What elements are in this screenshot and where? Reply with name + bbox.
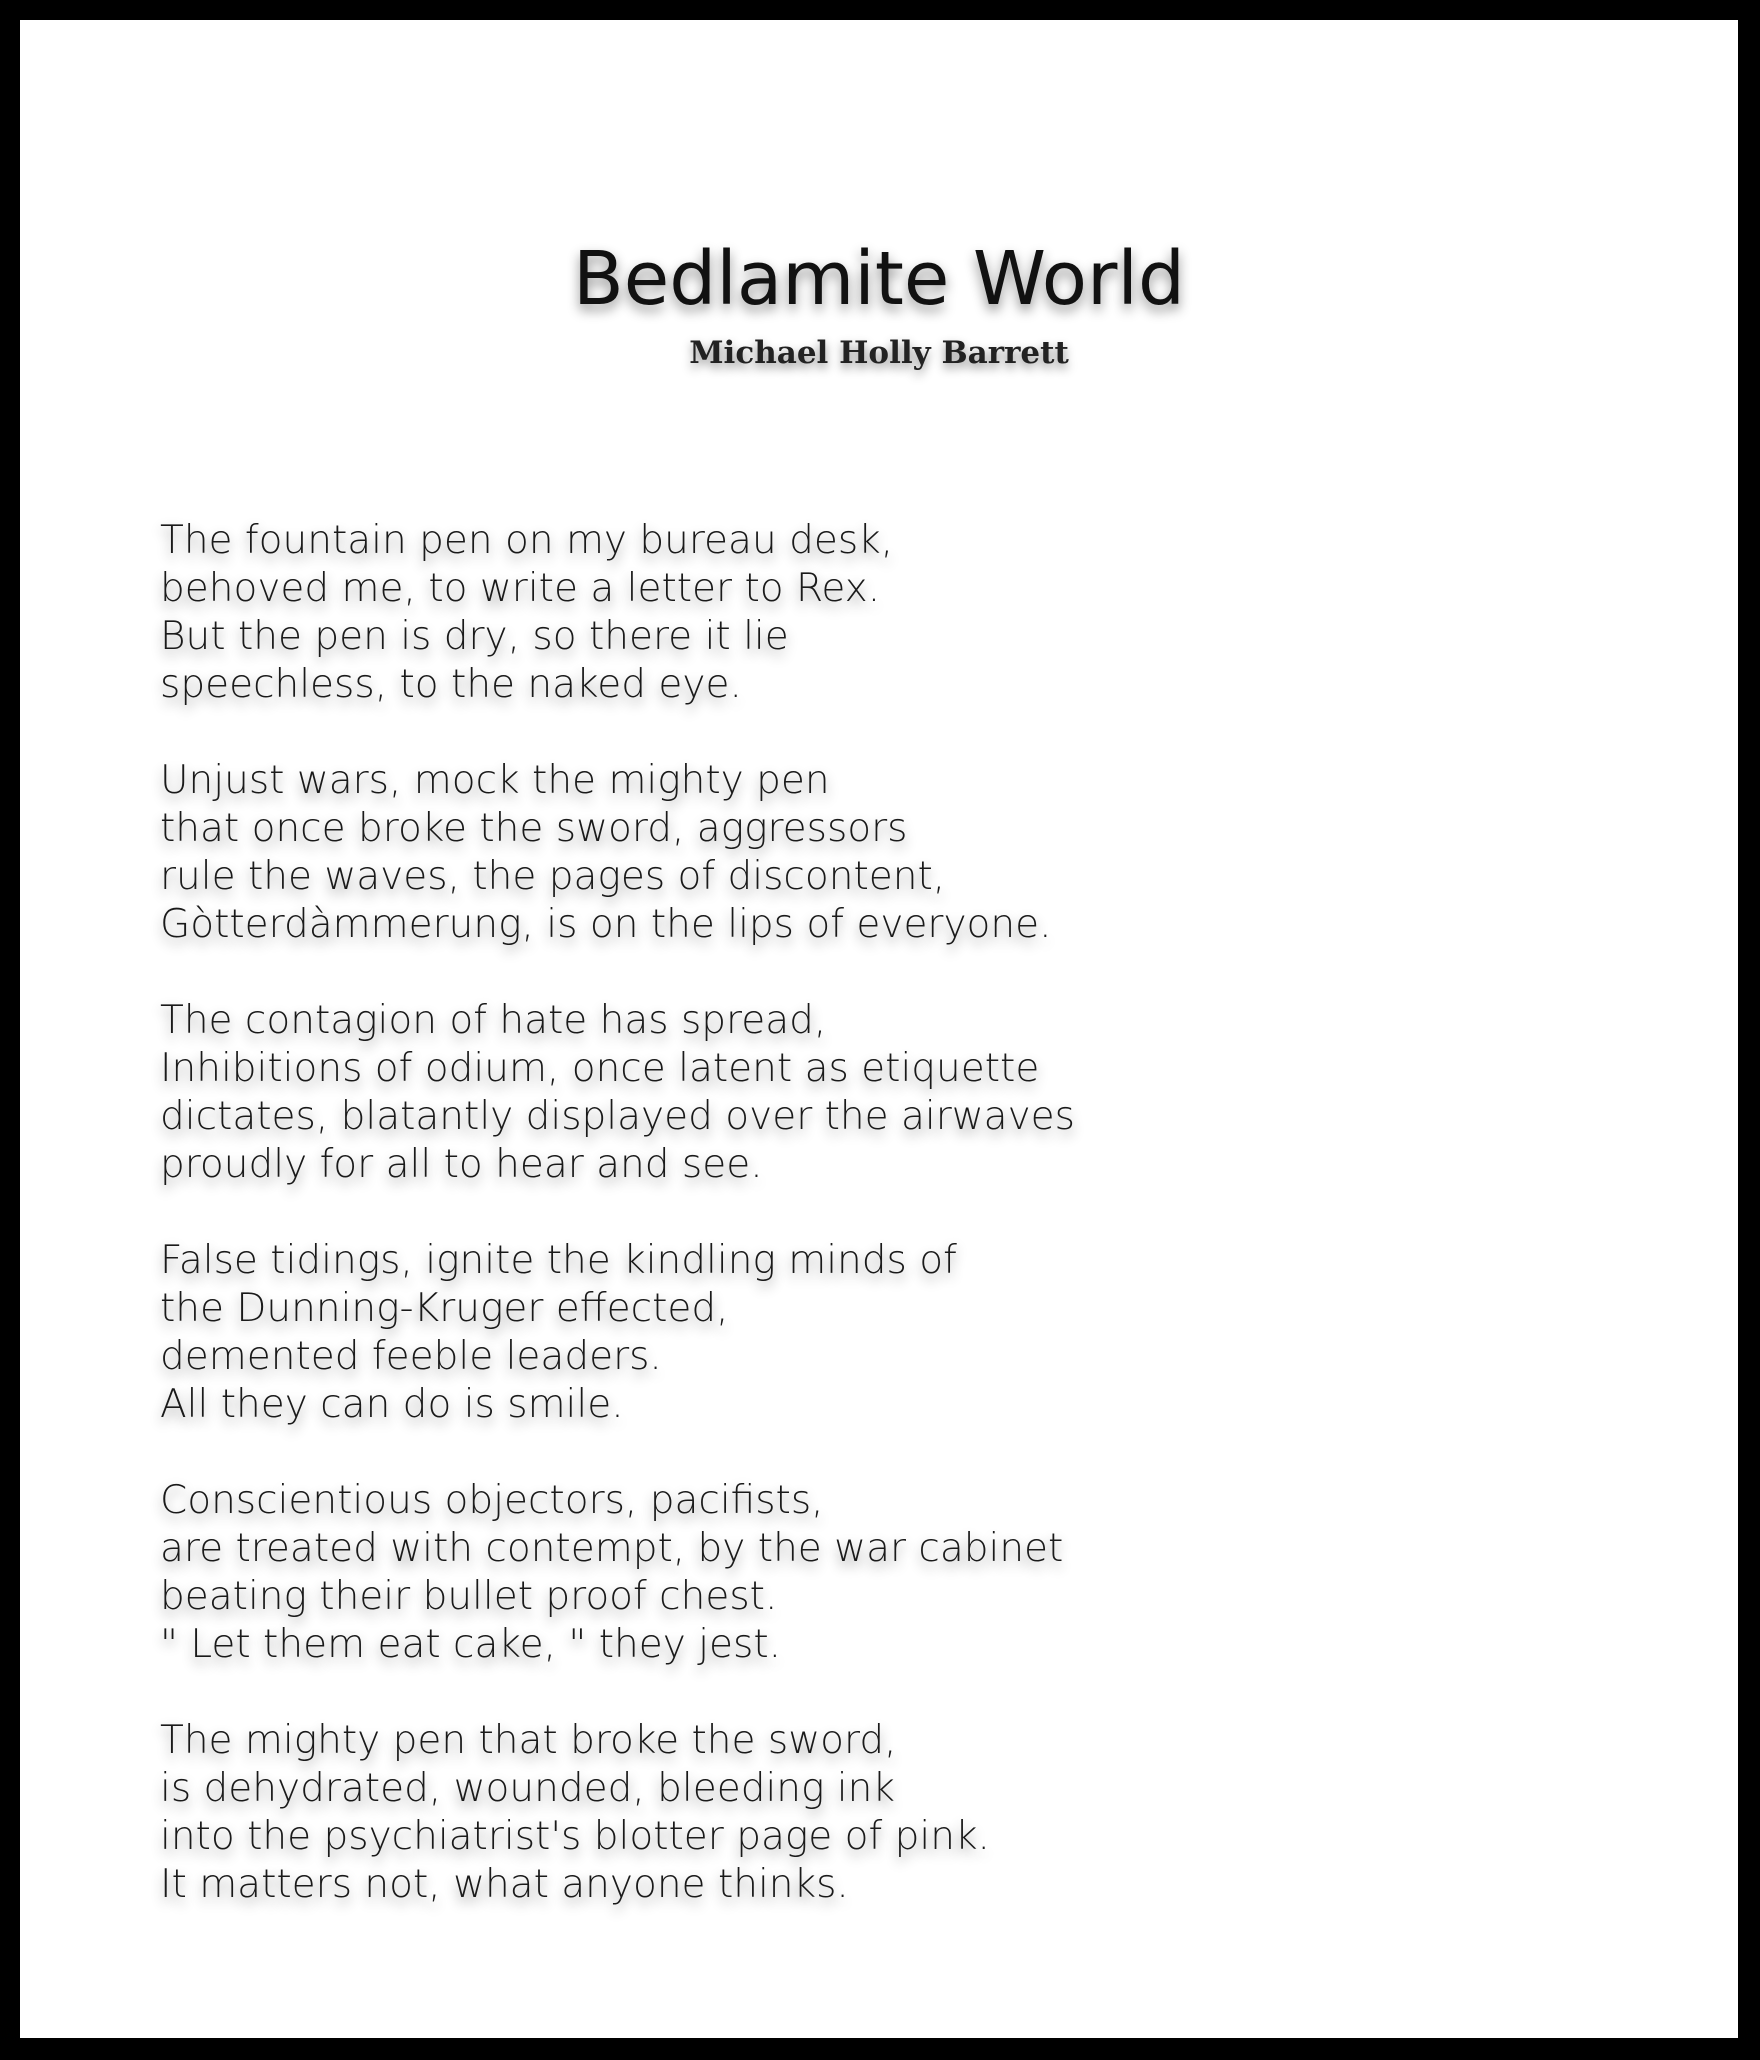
poem-line: It matters not, what anyone thinks.	[160, 1862, 849, 1907]
poem-line: demented feeble leaders.	[160, 1334, 662, 1379]
poem-line: beating their bullet proof chest.	[160, 1574, 778, 1619]
poem-line: All they can do is smile.	[160, 1382, 624, 1427]
poem-line: Inhibitions of odium, once latent as etiquette	[160, 1046, 1040, 1091]
poem-line: speechless, to the naked eye.	[160, 662, 742, 707]
poem-author: Michael Holly Barrett	[689, 335, 1069, 371]
poem-line: Unjust wars, mock the mighty pen	[160, 758, 830, 803]
poem-line: Conscientious objectors, pacifists,	[160, 1478, 824, 1523]
poem-line: is dehydrated, wounded, bleeding ink	[160, 1766, 895, 1811]
stanza	[160, 517, 1640, 709]
poem-line: The contagion of hate has spread,	[160, 998, 827, 1043]
poem-line: into the psychiatrist's blotter page of pink.	[160, 1814, 990, 1859]
poem-line: that once broke the sword, aggressors	[160, 806, 908, 851]
poem-line: dictates, blatantly displayed over the airwaves	[160, 1094, 1075, 1139]
poem-line: Gòtterdàmmerung, is on the lips of everyone.	[160, 902, 1052, 947]
stanza	[160, 1717, 1640, 1909]
poem-title: Bedlamite World	[573, 236, 1185, 322]
poem-line: proudly for all to hear and see.	[160, 1142, 763, 1187]
stanza	[160, 757, 1640, 949]
poem-line: rule the waves, the pages of discontent,	[160, 854, 946, 899]
poem-line: The fountain pen on my bureau desk,	[160, 518, 894, 563]
stanza	[160, 1237, 1640, 1429]
poem-line: " Let them eat cake, " they jest.	[160, 1622, 782, 1667]
poem-line: the Dunning-Kruger effected,	[160, 1286, 729, 1331]
poem-line: False tidings, ignite the kindling minds of	[160, 1238, 957, 1283]
poem-body	[160, 517, 1640, 1957]
poem-line: But the pen is dry, so there it lie	[160, 614, 789, 659]
stanza	[160, 997, 1640, 1189]
poem-line: behoved me, to write a letter to Rex.	[160, 566, 881, 611]
poem-line: The mighty pen that broke the sword,	[160, 1718, 897, 1763]
poem-line: are treated with contempt, by the war cabinet	[160, 1526, 1064, 1571]
stanza	[160, 1477, 1640, 1669]
poem-page	[20, 20, 1738, 2038]
